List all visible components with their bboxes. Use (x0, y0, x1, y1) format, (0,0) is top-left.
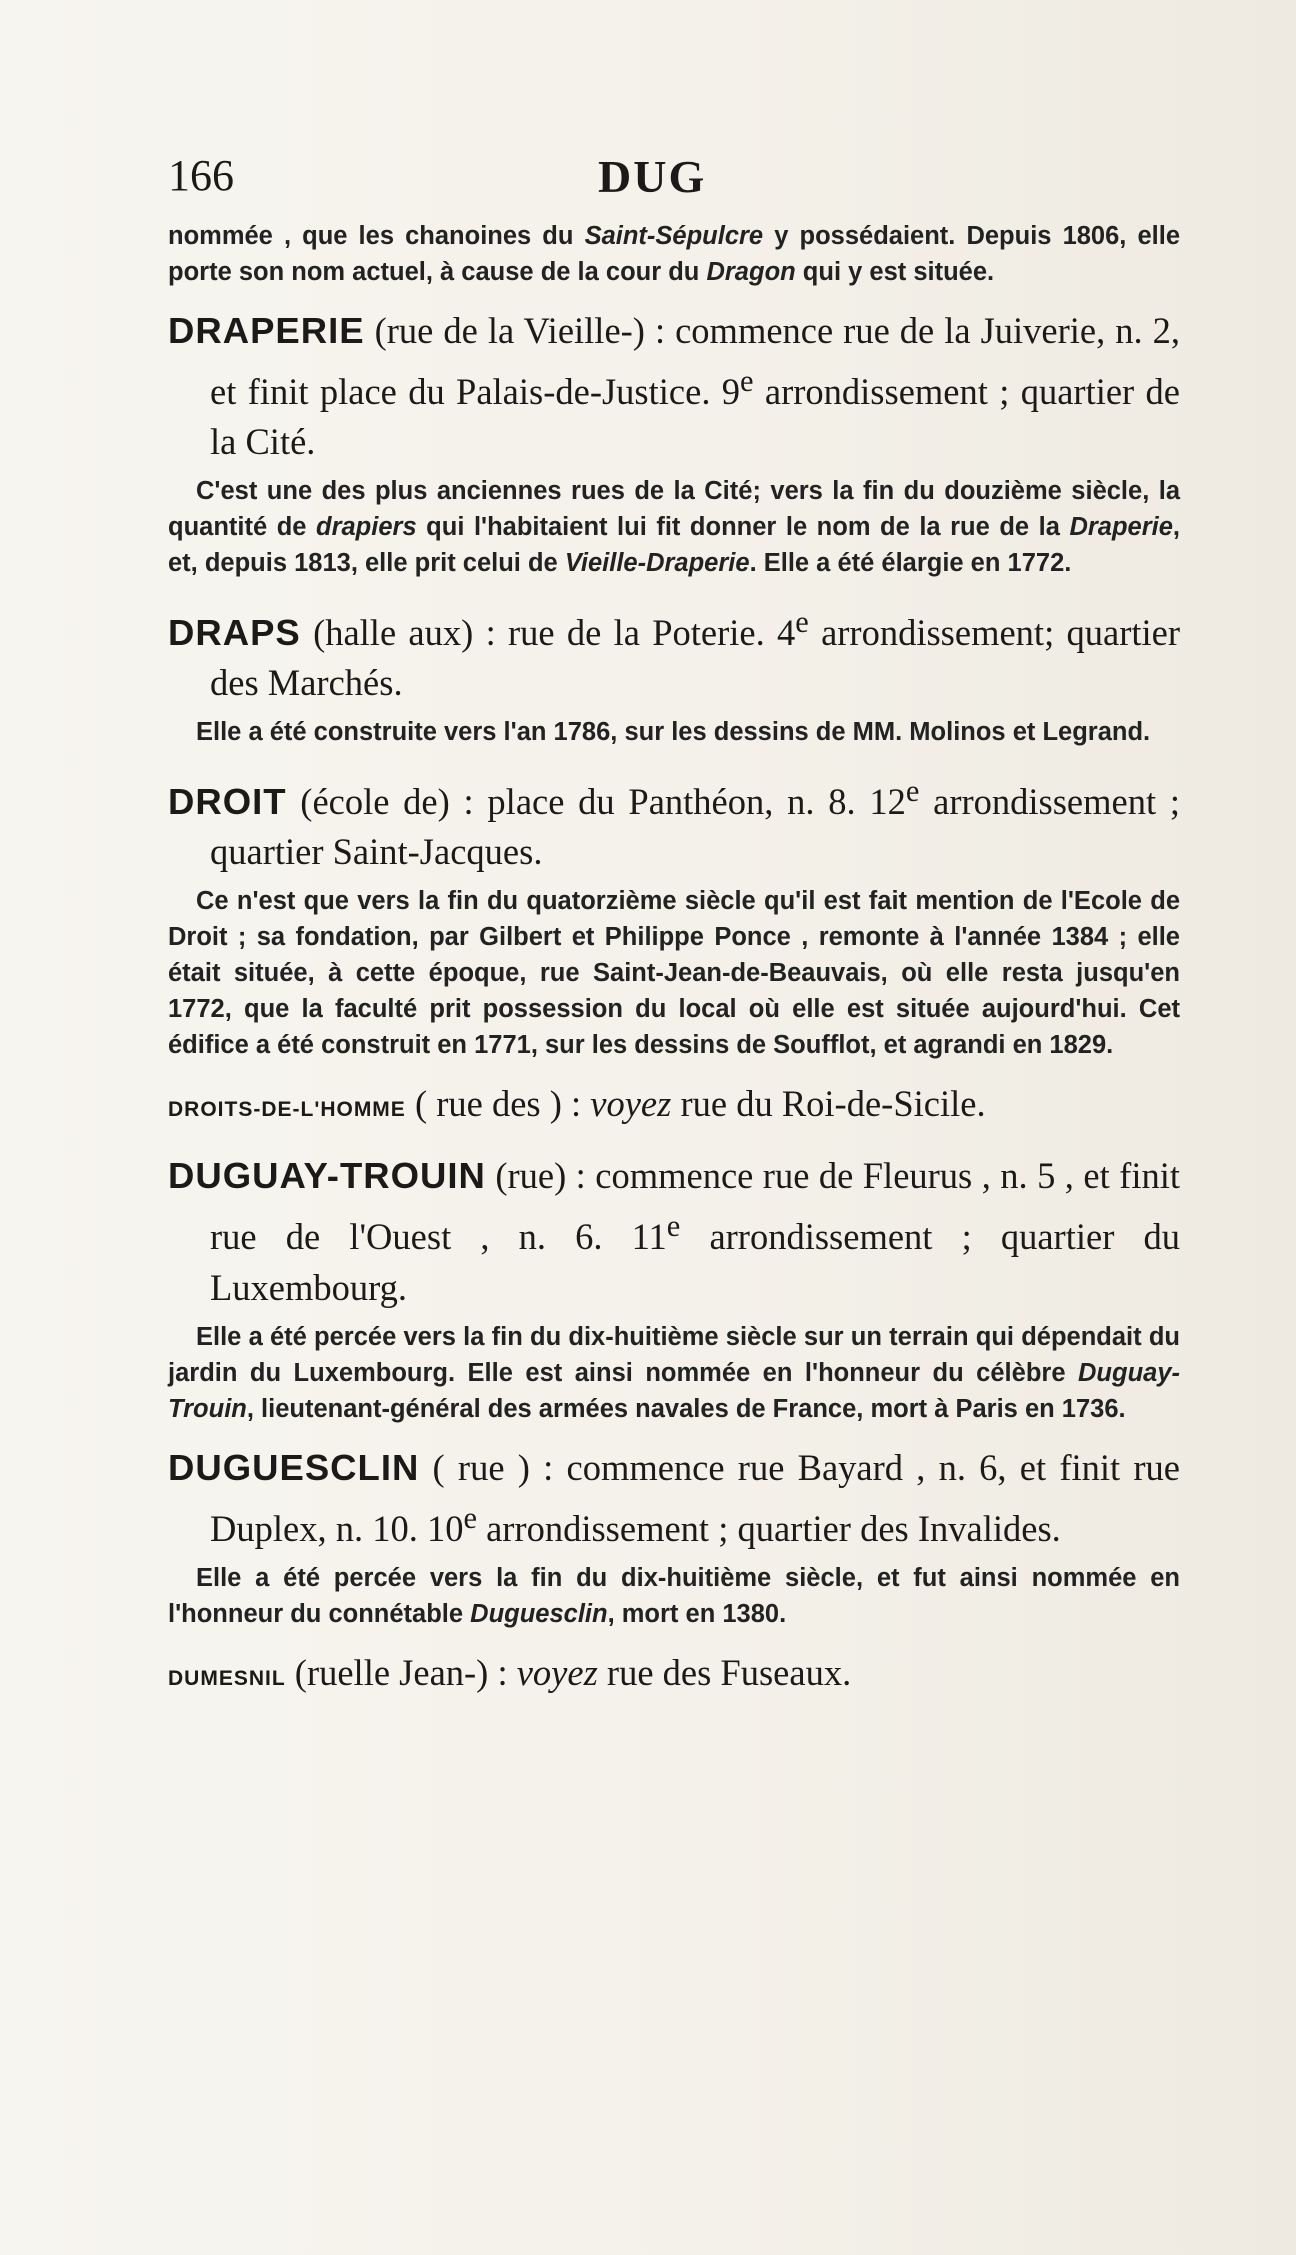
body-text-2: qui l'habitaient lui fit donner le nom de la rue de la (416, 513, 1070, 542)
ordinal-suffix: e (795, 605, 809, 640)
body-italic-1: Duguay-Trouin (168, 1358, 1180, 1423)
intro-italic-1: Saint-Sépulcre (584, 222, 764, 250)
entry-heading-text-2: arrondissement ; quartier de la Cité. (210, 371, 1180, 463)
entry-name: DRAPS (168, 612, 301, 654)
entry-heading (168, 306, 1180, 467)
entry-heading (168, 1079, 1180, 1135)
entry-name: DUGUESCLIN (168, 1446, 420, 1488)
entry-body (168, 1319, 1180, 1427)
ordinal-suffix: e (740, 364, 754, 398)
intro-italic-2: Dragon (706, 258, 796, 286)
body-text-3: , et, depuis 1813, elle prit celui de (168, 513, 1181, 578)
entry-heading-text-2: arrondissement; quartier des Marchés. (210, 612, 1180, 704)
entry-body: Ce n'est que vers la fin du quatorzième siècle qu'il est fait mention de l'Ecole de Droit ; sa fondation, par Gilbert et Philippe Ponce , remonte à l'année 1384 ; elle était située, à cette époque, rue Saint-Jean-de-Beauvais, où elle resta jusqu'en 1772, que la faculté prit possession du local où elle est située aujourd'hui. Cet édifice a été construit en 1771, sur les dessins de Soufflot, et agrandi en 1829. (168, 887, 1180, 1060)
entry-name: DUMESNIL (168, 1666, 286, 1690)
intro-text-2: y possédaient. Depuis 1806, elle porte son nom actuel, à cause de la cour du (168, 222, 1181, 286)
entry-dumesnil (168, 1648, 1180, 1704)
entry-body (168, 473, 1180, 581)
ordinal-suffix: e (905, 774, 920, 809)
body-italic-2: Draperie (1069, 513, 1173, 542)
entry-heading (168, 1151, 1180, 1312)
entry-heading-text-2: arrondissement ; quartier du Luxembourg. (210, 1216, 1180, 1308)
entry-name: DRAPERIE (168, 310, 365, 351)
entry-heading-text: (rue) : commence rue de Fleurus , n. 5 , et finit rue de l'Ouest , n. 6. 11 (210, 1155, 1180, 1258)
body-text-1: Elle a été percée vers la fin du dix-huitième siècle, et fut ainsi nommée en l'honneur du connétable (168, 1563, 1180, 1628)
running-head: DUG (598, 151, 707, 202)
entry-body: Elle a été construite vers l'an 1786, sur les dessins de MM. Molinos et Legrand. (196, 718, 1151, 747)
page-header (168, 150, 1168, 210)
body-text-2: , lieutenant-général des armées navales de France, mort à Paris en 1736. (246, 1394, 1126, 1423)
entry-body (168, 1560, 1180, 1632)
entry-name: DUGUAY-TROUIN (168, 1155, 486, 1197)
ordinal-suffix: e (666, 1209, 681, 1244)
ordinal-suffix: e (463, 1500, 477, 1535)
entry-heading-text-2: rue du Roi-de-Sicile. (671, 1083, 986, 1125)
body-text-2: , mort en 1380. (607, 1599, 787, 1628)
cross-reference-voyez: voyez (590, 1083, 672, 1125)
entry-droit (168, 766, 1180, 1063)
intro-text-3: qui y est située. (795, 258, 995, 286)
entry-heading (168, 1648, 1180, 1704)
entry-heading-text: (rue de la Vieille-) : commence rue de la Juiverie, n. 2, et finit place du Palais-de-Justice. 9 (210, 310, 1180, 413)
entry-draperie (168, 306, 1180, 581)
intro-text-1: nommée , que les chanoines du (168, 222, 585, 250)
entry-heading-text: (ruelle Jean-) : (285, 1651, 517, 1693)
entry-heading-text-2: arrondissement ; quartier Saint-Jacques. (210, 781, 1180, 873)
body-text-1: C'est une des plus anciennes rues de la Cité; vers la fin du douzième siècle, la quantité de (168, 477, 1180, 542)
entry-heading-text: (école de) : place du Panthéon, n. 8. 12 (286, 781, 906, 823)
entry-heading-text: ( rue des ) : (405, 1083, 591, 1125)
entry-duguesclin (168, 1443, 1180, 1632)
body-text-1: Elle a été percée vers la fin du dix-huitième siècle sur un terrain qui dépendait du jardin du Luxembourg. Elle est ainsi nommée en l'honneur du célèbre (168, 1322, 1180, 1387)
entry-heading-text-2: rue des Fuseaux. (597, 1651, 852, 1693)
entry-heading (168, 597, 1180, 708)
cross-reference-voyez: voyez (516, 1651, 598, 1693)
body-italic-1: drapiers (316, 513, 417, 542)
body-italic-3: Vieille-Draperie (564, 549, 750, 578)
entry-heading (168, 1443, 1180, 1554)
entry-draps (168, 597, 1180, 750)
body-italic-1: Duguesclin (470, 1599, 608, 1628)
entry-heading (168, 766, 1180, 877)
entry-heading-text: (halle aux) : rue de la Poterie. 4 (300, 612, 796, 654)
page-number: 166 (168, 151, 234, 200)
intro-paragraph (168, 218, 1180, 290)
page-text (168, 218, 1180, 1704)
entry-heading-text-2: arrondissement ; quartier des Invalides. (476, 1507, 1061, 1549)
entry-droits-de-l-homme (168, 1079, 1180, 1135)
entry-name: DROITS-DE-L'HOMME (168, 1098, 406, 1122)
body-text-4: . Elle a été élargie en 1772. (749, 549, 1072, 578)
entry-name: DROIT (168, 781, 287, 823)
entry-duguay-trouin (168, 1151, 1180, 1426)
entry-heading-text: ( rue ) : commence rue Bayard , n. 6, et finit rue Duplex, n. 10. 10 (210, 1446, 1180, 1549)
